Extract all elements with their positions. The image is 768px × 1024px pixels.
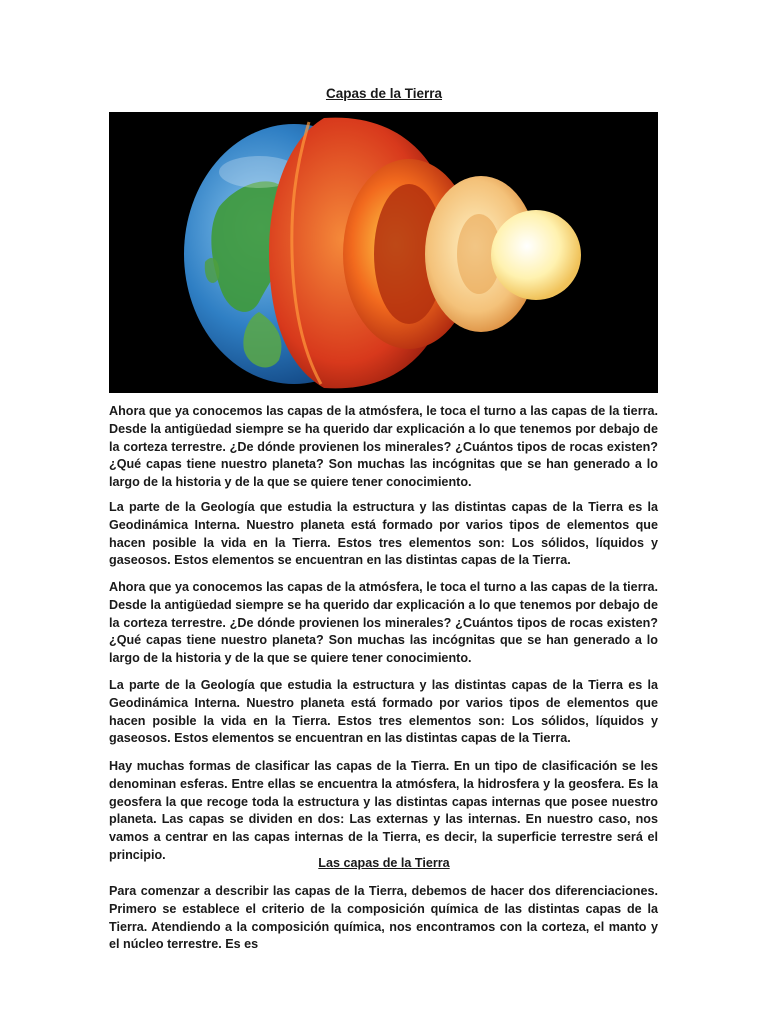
paragraph: Para comenzar a describir las capas de la Tierra, debemos de hacer dos diferenciaciones. Primero se establece el criterio de la composición química de las distintas capas de la Tierra. Atendiendo a la composición química, nos encontramos con la corteza, el manto y el núcleo terrestre. Es es [109, 884, 658, 952]
earth-layers-illustration [109, 112, 658, 393]
section-heading: Las capas de la Tierra [318, 856, 450, 870]
paragraph: Ahora que ya conocemos las capas de la atmósfera, le toca el turno a las capas de la tierra. Desde la antigüedad siempre se ha querido dar explicación a lo que tenemos por debajo de la corteza terrestre. ¿De dónde provienen los minerales? ¿Cuántos tipos de rocas existen? ¿Qué capas tiene nuestro planeta? Son muchas las incógnitas que se han generado a lo largo de la historia y de la que se quiere tener conocimiento. [109, 404, 658, 490]
paragraph: La parte de la Geología que estudia la estructura y las distintas capas de la Tierra es la Geodinámica Interna. Nuestro planeta está formado por varios tipos de elementos que hacen posible la vida en la Tierra. Estos tres elementos son: Los sólidos, líquidos y gaseosos. Estos elementos se encuentran en las distintas capas de la Tierra. [109, 500, 658, 568]
inner-core-layer [491, 210, 581, 300]
paragraph: Hay muchas formas de clasificar las capas de la Tierra. En un tipo de clasificación se les denominan esferas. Entre ellas se encuentra la atmósfera, la hidrosfera y la geosfera. Es la geosfera la que recoge toda la estructura y las distintas capas internas que posee nuestro planeta. Las capas se dividen en dos: Las externas y las internas. En nuestro caso, nos vamos a centrar en las capas internas de la Tierra, es decir, la superficie terrestre será el principio. [109, 759, 658, 862]
document-title: Capas de la Tierra [325, 86, 443, 101]
paragraph: La parte de la Geología que estudia la estructura y las distintas capas de la Tierra es la Geodinámica Interna. Nuestro planeta está formado por varios tipos de elementos que hacen posible la vida en la Tierra. Estos tres elementos son: Los sólidos, líquidos y gaseosos. Estos elementos se encuentran en las distintas capas de la Tierra. [109, 678, 658, 746]
paragraph: Ahora que ya conocemos las capas de la atmósfera, le toca el turno a las capas de la tierra. Desde la antigüedad siempre se ha querido dar explicación a lo que tenemos por debajo de la corteza terrestre. ¿De dónde provienen los minerales? ¿Cuántos tipos de rocas existen? ¿Qué capas tiene nuestro planeta? Son muchas las incógnitas que se han generado a lo largo de la historia y de la que se quiere tener conocimiento. [109, 580, 658, 666]
